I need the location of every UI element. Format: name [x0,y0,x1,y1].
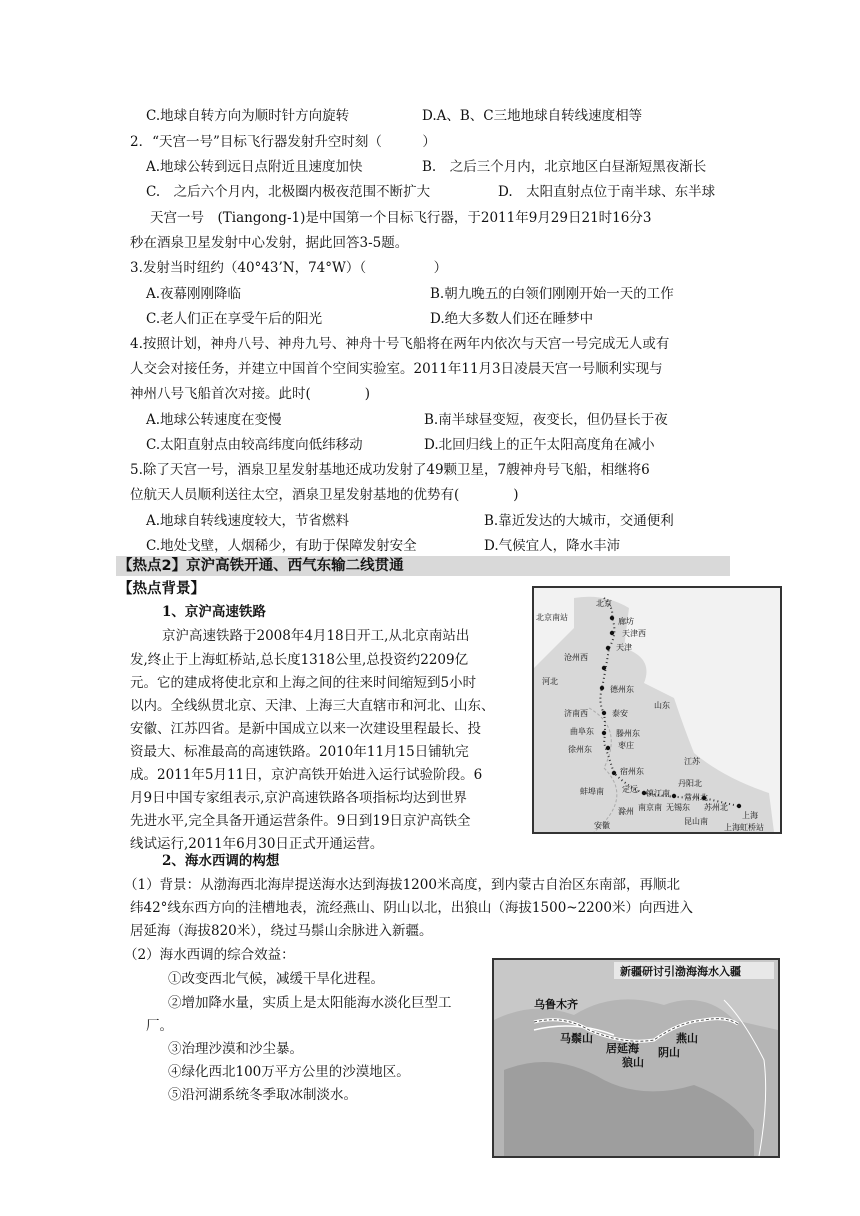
q3-option-c: C.老人们正在享受午后的阳光 [146,311,323,327]
q5-option-a: A.地球自转线速度较大，节省燃料 [146,513,350,529]
q5-option-b: B.靠近发达的大城市，交通便利 [484,513,674,529]
q4-line-1: 4.按照计划，神舟八号、神舟九号、神舟十号飞船将在两年内依次与天宫一号完成无人或有 [130,336,670,352]
rail-map-station: 宿州东 [620,767,644,776]
rail-map-region: 安徽 [594,821,610,830]
water-map-label: 阴山 [658,1046,680,1059]
rail-map-station: 德州东 [610,685,634,694]
rail-line: 以内。全线纵贯北京、天津、上海三大直辖市和河北、山东、 [130,698,495,714]
water-benefit: ⑤沿河湖系统冬季取冰制淡水。 [168,1087,357,1103]
intro-line-2: 秒在酒泉卫星发射中心发射，据此回答3-5题。 [130,235,409,251]
water-map-label: 马鬃山 [560,1032,593,1045]
rail-map-station: 北京 [596,599,612,608]
section-background-heading: 【热点背景】 [118,581,205,597]
rail-line: 成。2011年5月11日，京沪高铁开始进入运行试验阶段。6 [130,767,483,783]
rail-map-station: 泰安 [612,709,628,718]
water-map-title: 新疆研讨引渤海海水入疆 [620,965,741,978]
rail-map-station: 无锡东 [666,803,690,812]
water-benefit-title: （2）海水西调的综合效益： [124,947,295,963]
q1-option-c: C.地球自转方向为顺时针方向旋转 [146,108,350,124]
water-map-label: 居延海 [606,1042,639,1055]
water-bg-line-1: （1）背景：从渤海西北海岸提送海水达到海拔1200米高度，到内蒙古自治区东南部，再顺北 [124,877,680,893]
water-benefit: ③治理沙漠和沙尘暴。 [168,1041,303,1057]
water-heading: 2、海水西调的构想 [162,853,280,869]
rail-line: 资最大、标准最高的高速铁路。2010年11月15日铺轨完 [130,744,469,760]
rail-map-station: 曲阜东 [570,727,594,736]
water-benefit: ①改变西北气候，减缓干旱化进程。 [168,971,384,987]
q4-option-c: C.太阳直射点由较高纬度向低纬移动 [146,437,363,453]
q2-option-d: D. 太阳直射点位于南半球、东半球 [498,184,716,200]
rail-map-station: 苏州北 [704,803,728,812]
rail-map-station: 滁州 [618,807,634,816]
water-map-label: 燕山 [676,1032,698,1045]
rail-map-station: 天津西 [622,629,646,638]
water-map-label: 狼山 [622,1056,644,1069]
rail-map-station: 蚌埠南 [580,787,604,796]
q3-stem: 3.发射当时纽约（40°43’N，74°W）（ ） [130,260,448,276]
rail-line: 元。它的建成将使北京和上海之间的往来时间缩短到5小时 [130,675,477,691]
rail-map-station: 上海虹桥站 [724,823,764,832]
water-map-label: 乌鲁木齐 [534,998,578,1011]
q4-line-2: 人交会对接任务，并建立中国首个空间实验室。2011年11月3日凌晨天宫一号顺利实现与 [130,361,663,377]
q2-option-b: B. 之后三个月内，北京地区白昼渐短黑夜渐长 [422,159,707,175]
q2-stem: 2．“天宫一号”目标飞行器发射升空时刻（ ） [130,134,436,150]
q1-option-d: D.A、B、C三地地球自转线速度相等 [422,108,643,124]
rail-line: 京沪高速铁路于2008年4月18日开工,从北京南站出 [162,628,470,644]
rail-line: 月9日中国专家组表示,京沪高速铁路各项指标均达到世界 [130,790,467,806]
rail-line: 先进水平,完全具备开通运营条件。9日到19日京沪高铁全 [130,813,471,829]
rail-map-region: 河北 [542,677,558,686]
rail-map [532,586,782,834]
rail-map-station: 上海 [742,811,758,820]
q4-line-3: 神州八号飞船首次对接。此时( ) [130,386,371,402]
q3-option-b: B.朝九晚五的白领们刚刚开始一天的工作 [430,286,674,302]
rail-map-station: 廊坊 [618,617,634,626]
rail-map-station: 北京南站 [536,613,568,622]
rail-map-region: 山东 [654,701,670,710]
q4-option-a: A.地球公转速度在变慢 [146,412,282,428]
intro-line-1: 天宫一号 (Tiangong-1)是中国第一个目标飞行器，于2011年9月29日21时16分3 [150,210,652,226]
q5-option-c: C.地处戈壁，人烟稀少，有助于保障发射安全 [146,538,417,554]
water-bg-line-2: 纬42°线东西方向的洼槽地表，流经燕山、阴山以北，出狼山（海拔1500~2200米）向西进入 [130,900,693,916]
q3-option-d: D.绝大多数人们还在睡梦中 [430,311,594,327]
rail-heading: 1、京沪高速铁路 [162,604,266,620]
rail-map-station: 丹阳北 [678,779,702,788]
q5-option-d: D.气候宜人，降水丰沛 [484,538,621,554]
rail-line: 发,终止于上海虹桥站,总长度1318公里,总投资约2209亿 [130,652,469,668]
section-title: 【热点2】京沪高铁开通、西气东输二线贯通 [118,558,404,574]
q2-option-c: C. 之后六个月内，北极圈内极夜范围不断扩大 [146,184,431,200]
rail-map-station: 天津 [616,643,632,652]
q4-option-b: B.南半球昼变短，夜变长，但仍昼长于夜 [424,412,668,428]
q3-option-a: A.夜幕刚刚降临 [146,286,242,302]
rail-map-region: 江苏 [684,757,700,766]
rail-map-station: 常州北 [684,793,708,802]
water-benefit: ②增加降水量，实质上是太阳能海水淡化巨型工 [168,995,452,1011]
q2-option-a: A.地球公转到远日点附近且速度加快 [146,159,363,175]
rail-map-station: 徐州东 [568,745,592,754]
rail-map-station: 沧州西 [564,653,588,662]
q5-line-2: 位航天人员顺利送往太空，酒泉卫星发射基地的优势有( ) [130,487,519,503]
rail-map-station: 昆山南 [684,817,708,826]
rail-map-station: 镇江南 [646,789,670,798]
rail-map-station: 枣庄 [618,741,634,750]
water-benefit: 厂。 [146,1018,173,1034]
water-bg-line-3: 居延海（海拔820米），绕过马鬃山余脉进入新疆。 [130,923,433,939]
q4-option-d: D.北回归线上的正午太阳高度角在减小 [424,437,655,453]
rail-map-station: 滕州东 [616,729,640,738]
rail-map-station: 定远 [622,785,638,794]
rail-line: 线试运行,2011年6月30日正式开通运营。 [130,836,384,852]
water-benefit: ④绿化西北100万平方公里的沙漠地区。 [168,1064,410,1080]
rail-line: 安徽、江苏四省。是新中国成立以来一次建设里程最长、投 [130,721,481,737]
rail-map-station: 济南西 [564,709,588,718]
q5-line-1: 5.除了天宫一号，酒泉卫星发射基地还成功发射了49颗卫星，7艘神舟号飞船，相继将6 [130,462,650,478]
rail-map-station: 南京南 [638,803,662,812]
water-map [492,958,780,1158]
